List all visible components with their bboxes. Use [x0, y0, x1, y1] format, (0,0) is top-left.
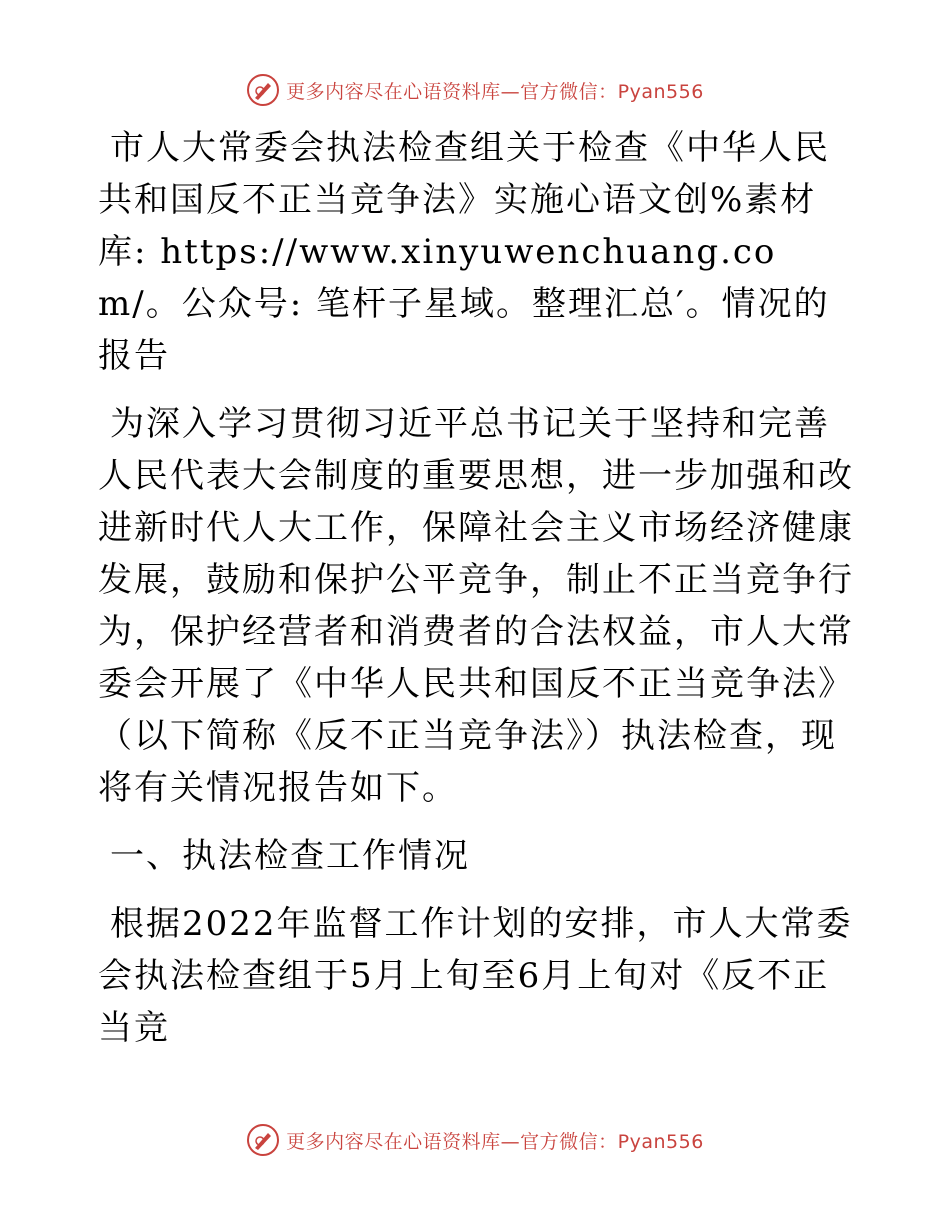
watermark-text: 更多内容尽在心语资料库—官方微信：Pyan556: [286, 80, 704, 103]
document-body: [98, 122, 858, 1054]
pen-logo-icon: [246, 73, 280, 107]
header-watermark: [0, 70, 950, 110]
document-title: 市人大常委会执法检查组关于检查《中华人民共和国反不正当竞争法》实施心语文创%素材库: https://www.xinyuwenchuang.com/。公众号: 笔杆子星域。整理汇总′。情况的报告: [98, 128, 830, 376]
pen-logo-icon: [246, 1123, 280, 1157]
section-heading: 一、执法检查工作情况: [110, 836, 470, 876]
footer-watermark: [0, 1120, 950, 1160]
watermark-text: 更多内容尽在心语资料库—官方微信：Pyan556: [286, 1130, 704, 1153]
intro-paragraph: 为深入学习贯彻习近平总书记关于坚持和完善人民代表大会制度的重要思想，进一步加强和改进新时代人大工作，保障社会主义市场经济健康发展，鼓励和保护公平竞争，制止不正当竞争行为，保护经营者和消费者的合法权益，市人大常委会开展了《中华人民共和国反不正当竞争法》（以下简称《反不正当竞争法》）执法检查，现将有关情况报告如下。: [98, 404, 854, 808]
section-body-paragraph: 根据2022年监督工作计划的安排，市人大常委会执法检查组于5月上旬至6月上旬对《反不正当竞: [98, 904, 853, 1048]
